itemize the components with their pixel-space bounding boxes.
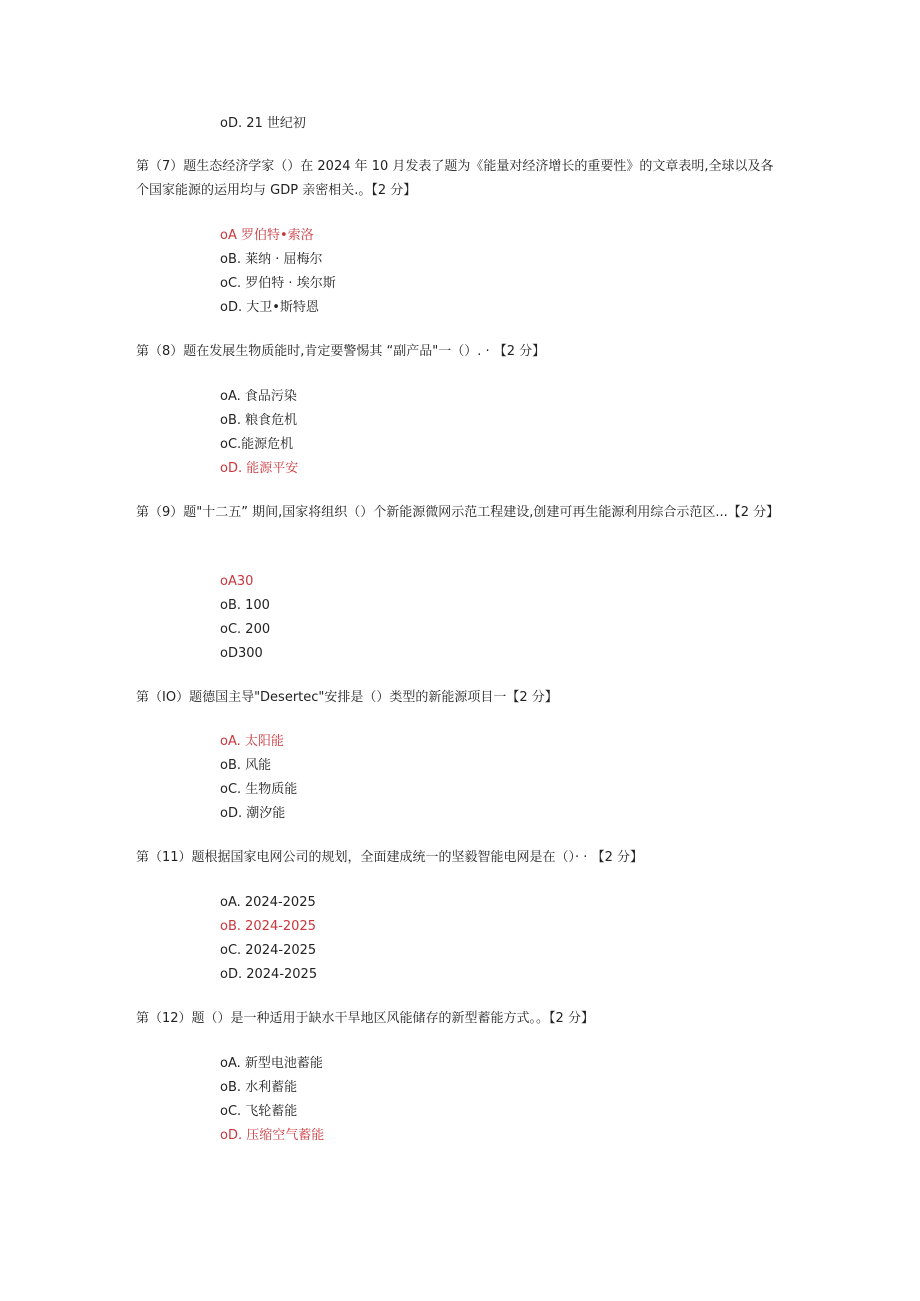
q8-option-b: oB. 粮食危机 — [220, 413, 298, 428]
q11-option-d: oD. 2024-2025 — [220, 967, 318, 982]
q10-option-c: oC. 生物质能 — [220, 782, 298, 797]
q10-option-b: oB. 风能 — [220, 758, 272, 773]
q9-option-d: oD300 — [220, 646, 263, 661]
question-8: 第（8）题在发展生物质能时,肯定要警惕其 “副产品"一（）. · 【2 分】 — [136, 344, 546, 359]
question-9: 第（9）题"十二五” 期间,国家将组织（）个新能源微网示范工程建设,创建可再生能源利用综合示范区...【2 分】 — [136, 505, 780, 520]
q12-option-d: oD. 压缩空气蓄能 — [220, 1128, 325, 1143]
q8-option-c: oC.能源危机 — [220, 437, 294, 452]
q7-option-b: oB. 莱纳 · 屈梅尔 — [220, 252, 323, 267]
question-7: 第（7）题生态经济学家（）在 2024 年 10 月发表了题为《能量对经济增长的重要性》的文章表明,全球以及各个国家能源的运用均与 GDP 亲密相关.。【2 分】 — [136, 159, 774, 198]
q8-option-d: oD. 能源平安 — [220, 461, 299, 476]
q7-option-c: oC. 罗伯特 · 埃尔斯 — [220, 276, 336, 291]
question-10: 第（IO）题德国主导"Desertec"安排是（）类型的新能源项目一【2 分】 — [136, 690, 558, 705]
q9-option-a: oA30 — [220, 574, 254, 589]
q8-option-a: oA. 食品污染 — [220, 389, 297, 404]
question-11: 第（11）题根据国家电网公司的规划，全面建成统一的坚毅智能电网是在（）· · 【2 分】 — [136, 850, 643, 865]
q12-option-c: oC. 飞轮蓄能 — [220, 1104, 298, 1119]
q7-option-a: oA 罗伯特•索洛 — [220, 228, 314, 243]
q11-option-c: oC. 2024-2025 — [220, 943, 317, 958]
q9-option-b: oB. 100 — [220, 598, 270, 613]
q7-option-d: oD. 大卫•斯特恩 — [220, 300, 319, 315]
q10-option-d: oD. 潮汐能 — [220, 806, 286, 821]
q11-option-b: oB. 2024-2025 — [220, 919, 316, 934]
q11-option-a: oA. 2024-2025 — [220, 895, 316, 910]
question-12: 第（12）题（）是一种适用于缺水干旱地区风能储存的新型蓄能方式。。【2 分】 — [136, 1011, 594, 1026]
q12-option-a: oA. 新型电池蓄能 — [220, 1056, 323, 1071]
q10-option-a: oA. 太阳能 — [220, 734, 284, 749]
q12-option-b: oB. 水利蓄能 — [220, 1080, 298, 1095]
option-d-prev-question: oD. 21 世纪初 — [220, 116, 306, 131]
q9-option-c: oC. 200 — [220, 622, 271, 637]
